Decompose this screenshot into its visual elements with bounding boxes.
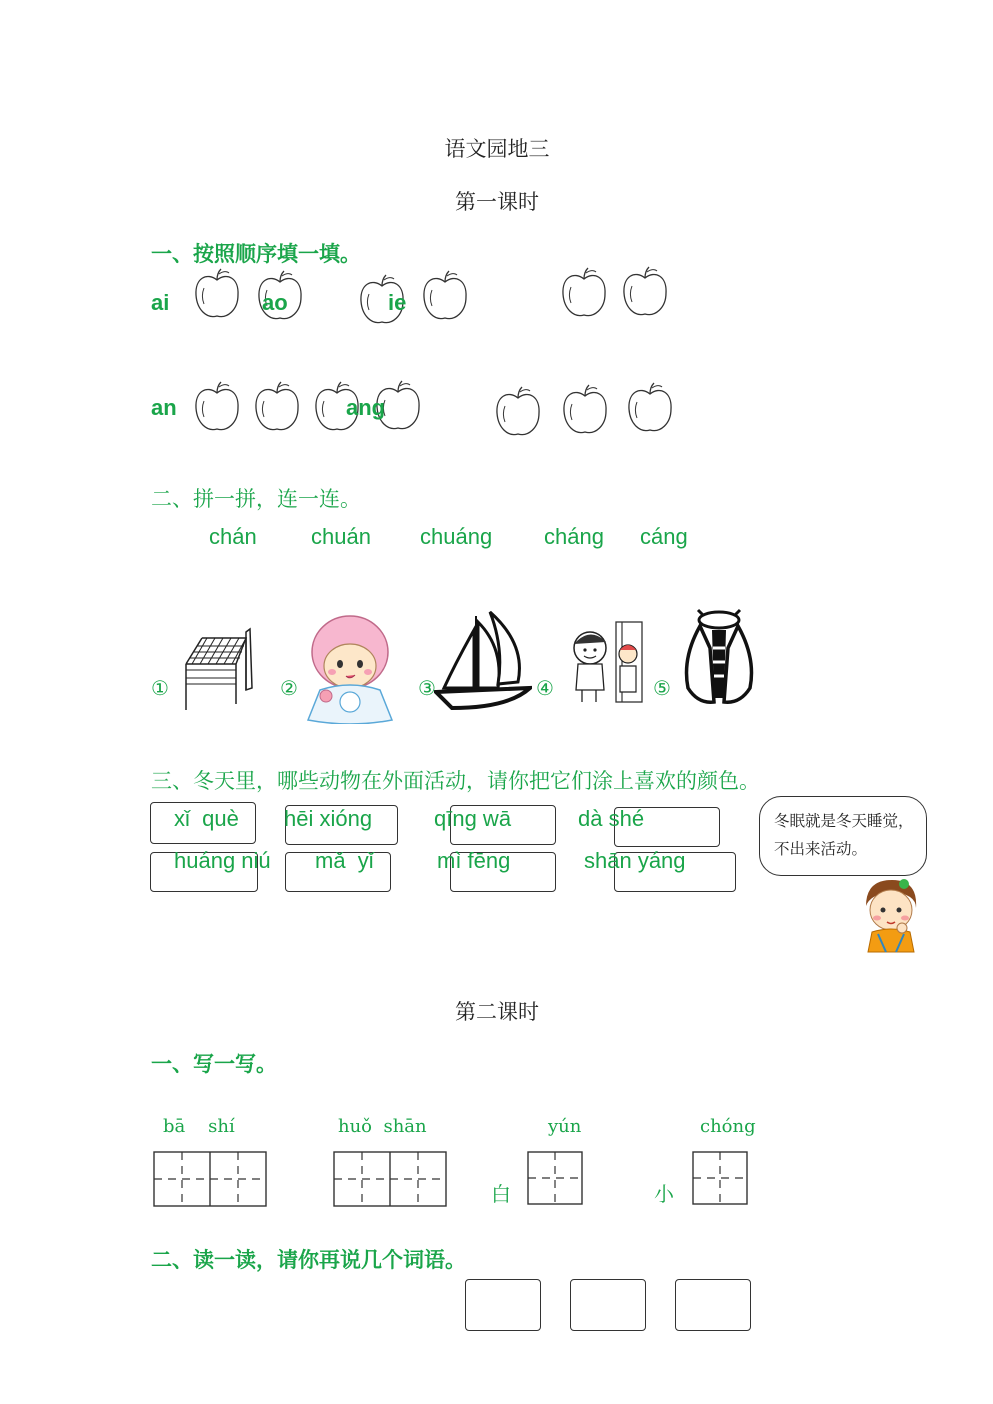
animal-pinyin: hēi xióng <box>284 806 373 831</box>
q2-heading: 二、拼一拼，连一连。 <box>151 487 361 511</box>
apple-icon <box>560 267 608 319</box>
apple-icon <box>253 381 301 433</box>
q1-heading: 一、按照顺序填一填。 <box>151 241 361 266</box>
apple-icon <box>193 268 241 320</box>
thinking-girl-icon <box>858 876 922 954</box>
animal-pinyin: dà shé <box>578 806 645 831</box>
apple-icon <box>421 270 469 322</box>
bubble-line: 冬眠就是冬天睡觉， <box>774 812 914 830</box>
pinyin-option: cháng <box>544 524 604 549</box>
apple-row1-filled-ie: ie <box>388 290 407 315</box>
l2-q1-heading: 一、写一写。 <box>151 1051 277 1076</box>
animal-pinyin: mì fēng <box>437 848 511 873</box>
pinyin-option: chán <box>209 524 257 549</box>
apple-icon <box>561 384 609 436</box>
grid-prefix: 白 <box>491 1182 511 1206</box>
animal-pinyin: huáng niú <box>174 848 271 873</box>
apple-icon <box>494 386 542 438</box>
animal-pinyin: mǎ yǐ <box>315 848 374 873</box>
picture-number: ② <box>280 676 298 700</box>
writing-grid[interactable] <box>692 1151 748 1205</box>
write-pinyin: huǒ shān <box>338 1116 427 1137</box>
l2-q2-heading: 二、读一读，请你再说几个词语。 <box>151 1247 466 1272</box>
page-title: 语文园地三 <box>444 137 550 161</box>
pinyin-option: cáng <box>640 524 688 549</box>
picture-number: ⑤ <box>653 676 671 700</box>
lesson-one-heading: 第一课时 <box>455 190 539 214</box>
pinyin-option: chuán <box>311 524 371 549</box>
sailboat-icon <box>434 608 532 712</box>
picture-number: ③ <box>418 676 436 700</box>
word-box[interactable] <box>570 1279 646 1331</box>
writing-grid[interactable] <box>333 1151 447 1207</box>
bed-icon <box>180 626 254 710</box>
apple-icon <box>621 266 669 318</box>
apple-row2-filled-ang: ang <box>346 395 386 420</box>
hide-and-seek-icon <box>562 620 646 704</box>
apple-row2-label: an <box>151 395 177 420</box>
word-box[interactable] <box>675 1279 751 1331</box>
apple-row1-filled-ao: ao <box>262 290 288 315</box>
lesson-two-heading: 第二课时 <box>455 1000 539 1024</box>
apple-icon <box>193 381 241 433</box>
apple-row1-label: ai <box>151 290 170 315</box>
write-pinyin: yún <box>548 1116 582 1137</box>
pinyin-option: chuáng <box>420 524 493 549</box>
q3-heading: 三、冬天里，哪些动物在外面活动，请你把它们涂上喜欢的颜色。 <box>151 769 760 793</box>
animal-pinyin: shān yáng <box>584 848 686 873</box>
write-pinyin: bā shí <box>163 1116 235 1137</box>
picture-number: ④ <box>536 676 554 700</box>
writing-grid[interactable] <box>153 1151 267 1207</box>
write-pinyin: chóng <box>700 1116 756 1137</box>
cicada-icon <box>680 608 758 708</box>
bubble-line: 不出来活动。 <box>774 840 868 858</box>
animal-pinyin: xǐ què <box>174 806 239 831</box>
word-box[interactable] <box>465 1279 541 1331</box>
animal-pinyin: qīng wā <box>434 806 512 831</box>
speech-bubble <box>759 796 927 876</box>
writing-grid[interactable] <box>527 1151 583 1205</box>
apple-icon <box>626 382 674 434</box>
picture-number: ① <box>151 676 169 700</box>
girl-icon <box>302 610 398 724</box>
grid-prefix: 小 <box>654 1182 674 1206</box>
